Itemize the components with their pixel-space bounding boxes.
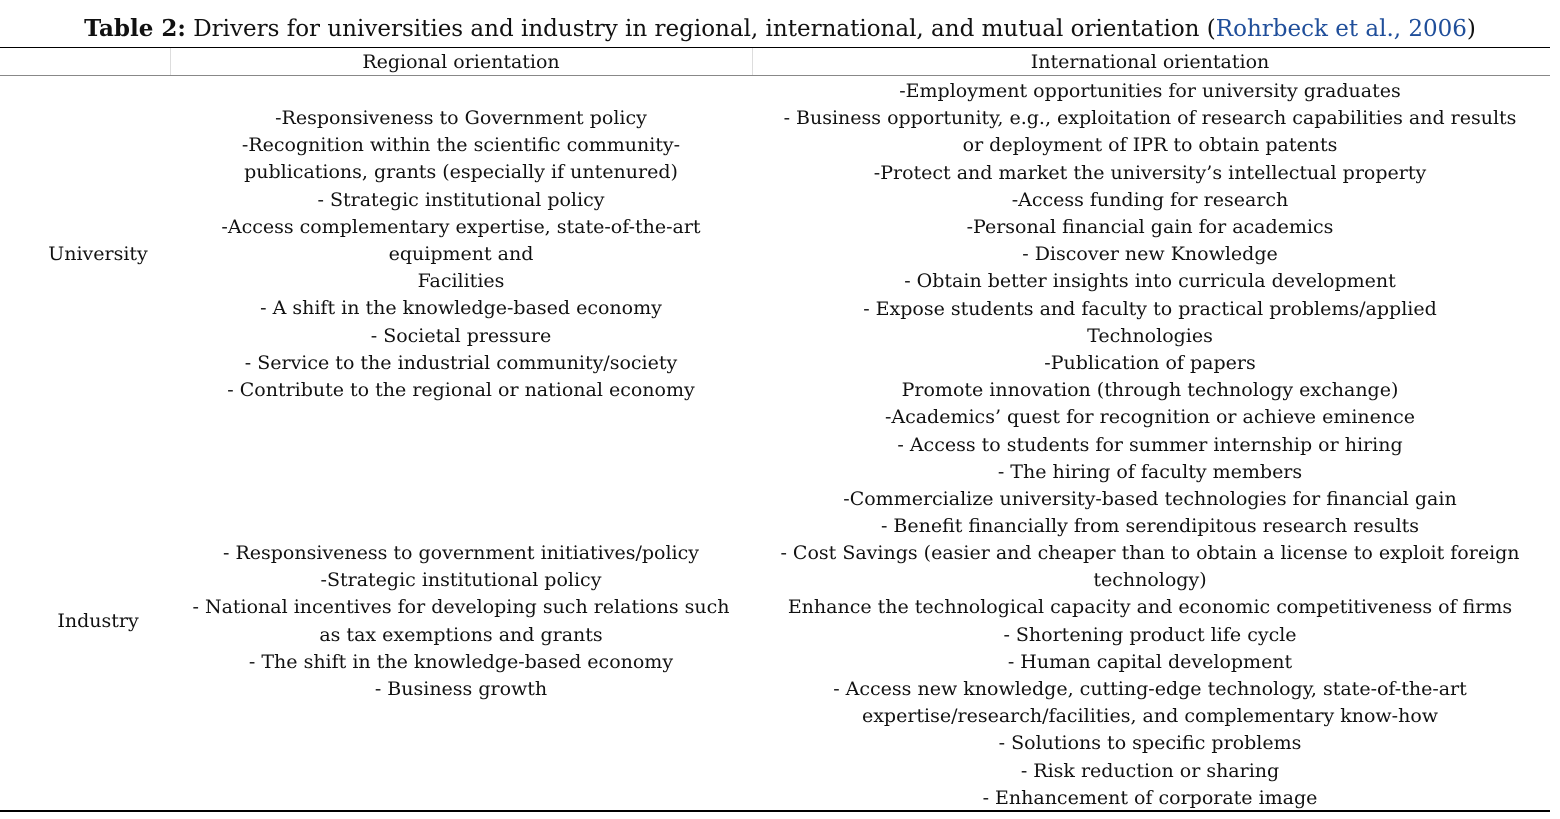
list-item: Facilities	[417, 270, 505, 293]
university-regional-cell	[172, 105, 750, 404]
list-item: -Recognition within the scientific community-	[241, 134, 681, 157]
list-item: - A shift in the knowledge-based economy	[260, 297, 662, 320]
industry-regional-cell	[172, 540, 750, 703]
list-item: - Responsiveness to government initiatives/policy	[222, 542, 699, 564]
table-caption	[0, 14, 1560, 44]
list-item: - Solutions to specific problems	[998, 732, 1302, 755]
list-item: -Protect and market the university’s intellectual property	[873, 161, 1427, 184]
list-item: Promote innovation (through technology exchange)	[901, 379, 1399, 402]
list-item: -Access complementary expertise, state-of-the-art	[221, 215, 701, 238]
header-rule	[0, 75, 1550, 76]
list-item: as tax exemptions and grants	[319, 623, 603, 646]
list-item: - Risk reduction or sharing	[1020, 759, 1280, 782]
list-item: - Access new knowledge, cutting-edge technology, state-of-the-art	[833, 678, 1467, 701]
row-label-industry: Industry	[57, 610, 139, 632]
list-item: -Responsiveness to Government policy	[275, 107, 647, 129]
list-item: -Academics’ quest for recognition or achieve eminence	[884, 406, 1416, 429]
table-bottom-rule	[0, 810, 1550, 812]
table-top-rule	[0, 47, 1550, 48]
list-item: - Business opportunity, e.g., exploitation of research capabilities and results	[783, 107, 1517, 130]
list-item: - Cost Savings (easier and cheaper than to obtain a license to exploit foreign	[780, 542, 1520, 564]
list-item: - The shift in the knowledge-based economy	[248, 650, 674, 673]
list-item: -Strategic institutional policy	[320, 569, 602, 592]
caption-text: Drivers for universities and industry in regional, international, and mutual orientation (	[193, 16, 1216, 42]
header-divider	[752, 48, 753, 75]
list-item: or deployment of IPR to obtain patents	[962, 134, 1338, 157]
column-header-international: International orientation	[1030, 51, 1270, 73]
list-item: - Enhancement of corporate image	[982, 786, 1318, 809]
list-item: -Employment opportunities for university graduates	[899, 80, 1401, 102]
industry-international-cell	[754, 540, 1546, 812]
row-label-university: University	[48, 243, 148, 265]
list-item: Enhance the technological capacity and economic competitiveness of firms	[787, 596, 1513, 619]
caption-label: Table 2:	[84, 15, 186, 42]
list-item: publications, grants (especially if untenured)	[244, 161, 678, 184]
list-item: technology)	[1093, 569, 1207, 592]
list-item: - Contribute to the regional or national economy	[227, 379, 695, 402]
header-divider	[170, 48, 171, 75]
list-item: - Shortening product life cycle	[1003, 623, 1297, 646]
list-item: Technologies	[1087, 324, 1213, 347]
list-item: - Expose students and faculty to practical problems/applied	[863, 297, 1437, 320]
list-item: - Service to the industrial community/society	[244, 351, 678, 374]
citation-link[interactable]: Rohrbeck et al., 2006	[1215, 16, 1467, 42]
list-item: - The hiring of faculty members	[997, 460, 1303, 483]
list-item: -Access funding for research	[1011, 188, 1289, 211]
list-item: - Access to students for summer internship or hiring	[897, 433, 1403, 456]
list-item: - Obtain better insights into curricula development	[904, 270, 1396, 293]
list-item: expertise/research/facilities, and complementary know-how	[861, 705, 1439, 728]
column-header-regional: Regional orientation	[362, 51, 560, 73]
list-item: - Benefit financially from serendipitous research results	[880, 515, 1420, 538]
list-item: - Human capital development	[1007, 650, 1293, 673]
list-item: - Strategic institutional policy	[317, 188, 605, 211]
list-item: - Discover new Knowledge	[1022, 243, 1278, 266]
list-item: equipment and	[388, 243, 534, 266]
university-international-cell	[754, 78, 1546, 540]
list-item: -Commercialize university-based technologies for financial gain	[843, 488, 1457, 511]
list-item: - Business growth	[374, 678, 548, 701]
list-item: - National incentives for developing such relations such	[192, 596, 730, 619]
list-item: -Publication of papers	[1044, 352, 1256, 375]
caption-close: )	[1466, 16, 1476, 42]
list-item: - Societal pressure	[370, 324, 552, 347]
list-item: -Personal financial gain for academics	[966, 216, 1334, 239]
